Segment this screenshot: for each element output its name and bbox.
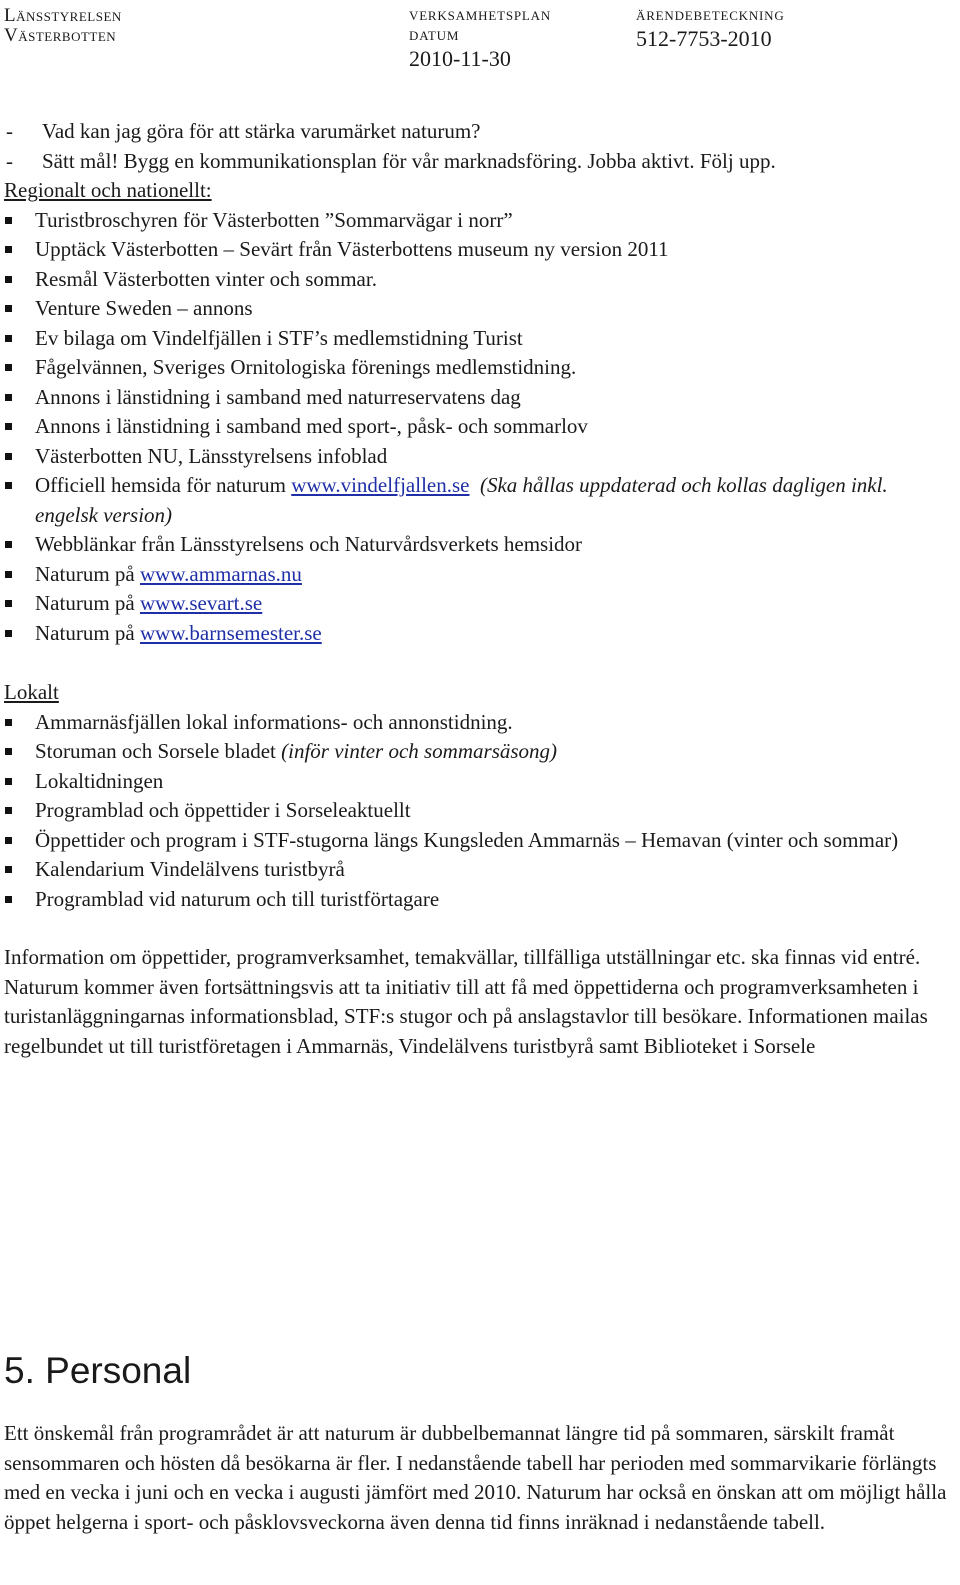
sevart-link[interactable]: www.sevart.se [139, 591, 263, 615]
list-item: - Sätt mål! Bygg en kommunikationsplan för vår marknadsföring. Jobba aktivt. Följ upp. [4, 147, 952, 177]
intro-list [4, 117, 952, 176]
list-item: Webblänkar från Länsstyrelsens och Naturvårdsverkets hemsidor [4, 530, 952, 560]
list-item: Ev bilaga om Vindelfjällen i STF’s medlemstidning Turist [4, 324, 952, 354]
reference-label: ÄRENDEBETECKNING [636, 8, 785, 23]
list-item: Naturum på www.barnsemester.se [4, 619, 952, 649]
square-bullet-icon [5, 748, 12, 755]
square-bullet-icon [5, 600, 12, 607]
regional-list [4, 206, 952, 649]
list-item: Västerbotten NU, Länsstyrelsens infoblad [4, 442, 952, 472]
list-item: Naturum på www.ammarnas.nu [4, 560, 952, 590]
list-item: Programblad vid naturum och till turistförtagare [4, 885, 952, 915]
square-bullet-icon [5, 453, 12, 460]
barnsemester-link[interactable]: www.barnsemester.se [139, 620, 322, 645]
list-item: Öppettider och program i STF-stugorna längs Kungsleden Ammarnäs – Hemavan (vinter och sommar) [4, 826, 952, 856]
local-list [4, 708, 952, 915]
document-body [4, 117, 952, 1061]
header-organization [4, 6, 122, 46]
org-name-line1: Länsstyrelsen [4, 5, 122, 26]
square-bullet-icon [5, 394, 12, 401]
list-item: Upptäck Västerbotten – Sevärt från Västerbottens museum ny version 2011 [4, 235, 952, 265]
square-bullet-icon [5, 778, 12, 785]
personal-paragraph: Ett önskemål från programrådet är att naturum är dubbelbemannat längre tid på sommaren, särskilt framåt sensommaren och hösten då besökarna är fler. I nedanstående tabell har perioden med sommarvikarie förlängts med en vecka i juni och en vecka i augusti jämfört med 2010. Naturum har också en önskan att om möjligt hålla öppet helgerna i sport- och påsklovsveckorna även denna tid finns inräknad i nedanstående tabell. [4, 1421, 947, 1534]
square-bullet-icon [5, 276, 12, 283]
list-item: Officiell hemsida för naturum www.vindelfjallen.se (Ska hållas uppdaterad och kollas dagligen inkl. engelsk version) [4, 471, 952, 530]
list-item: Fågelvännen, Sveriges Ornitologiska förenings medlemstidning. [4, 353, 952, 383]
list-item: Annons i länstidning i samband med naturreservatens dag [4, 383, 952, 413]
square-bullet-icon [5, 541, 12, 548]
square-bullet-icon [5, 837, 12, 844]
list-item: Programblad och öppettider i Sorseleaktuellt [4, 796, 952, 826]
header-reference-block [636, 6, 785, 52]
square-bullet-icon [5, 217, 12, 224]
date-value: 2010-11-30 [409, 46, 511, 71]
section-title: 5. Personal [4, 1350, 192, 1391]
square-bullet-icon [5, 305, 12, 312]
vindelfjallen-link[interactable]: www.vindelfjallen.se [291, 473, 470, 497]
square-bullet-icon [5, 630, 12, 637]
list-item: Resmål Västerbotten vinter och sommar. [4, 265, 952, 295]
square-bullet-icon [5, 423, 12, 430]
square-bullet-icon [5, 364, 12, 371]
list-item: Kalendarium Vindelälvens turistbyrå [4, 855, 952, 885]
list-item: Storuman och Sorsele bladet (inför vinter och sommarsäsong) [4, 737, 952, 767]
info-paragraph: Information om öppettider, programverksamhet, temakvällar, tillfälliga utställningar etc. ska finnas vid entré. Naturum kommer även fortsättningsvis att ta initiativ till att få med öppettiderna och programverksamheten i turistanläggningarnas informationsblad, STF:s stugor och på anslagstavlor till besökare. Informationen mailas regelbundet ut till turistföretagen i Ammarnäs, Vindelälvens turistbyrå samt Biblioteket i Sorsele [4, 945, 928, 1058]
website-note: (Ska hållas uppdaterad och kollas dagligen inkl. engelsk version) [35, 473, 888, 527]
square-bullet-icon [5, 246, 12, 253]
list-item: - Vad kan jag göra för att stärka varumärket naturum? [4, 117, 952, 147]
square-bullet-icon [5, 719, 12, 726]
list-item: Turistbroschyren för Västerbotten ”Sommarvägar i norr” [4, 206, 952, 236]
dash-bullet-icon: - [6, 148, 13, 173]
square-bullet-icon [5, 896, 12, 903]
ammarnas-link[interactable]: www.ammarnas.nu [139, 561, 302, 586]
list-item: Naturum på www.sevart.se [4, 589, 952, 619]
square-bullet-icon [5, 807, 12, 814]
org-name-line2: Västerbotten [4, 25, 117, 46]
list-item: Ammarnäsfjällen lokal informations- och annonstidning. [4, 708, 952, 738]
regional-heading: Regionalt och nationellt: [4, 178, 212, 202]
plan-label: VERKSAMHETSPLAN [409, 8, 552, 23]
header-plan-block [409, 6, 551, 72]
list-item: Lokaltidningen [4, 767, 952, 797]
square-bullet-icon [5, 866, 12, 873]
local-heading: Lokalt [4, 680, 59, 704]
reference-value: 512-7753-2010 [636, 26, 772, 51]
season-note: (inför vinter och sommarsäsong) [281, 739, 558, 763]
date-label: DATUM [409, 28, 460, 43]
dash-bullet-icon: - [6, 119, 13, 143]
square-bullet-icon [5, 571, 12, 578]
list-item: Venture Sweden – annons [4, 294, 952, 324]
square-bullet-icon [5, 335, 12, 342]
square-bullet-icon [5, 482, 12, 489]
list-item: Annons i länstidning i samband med sport-, påsk- och sommarlov [4, 412, 952, 442]
